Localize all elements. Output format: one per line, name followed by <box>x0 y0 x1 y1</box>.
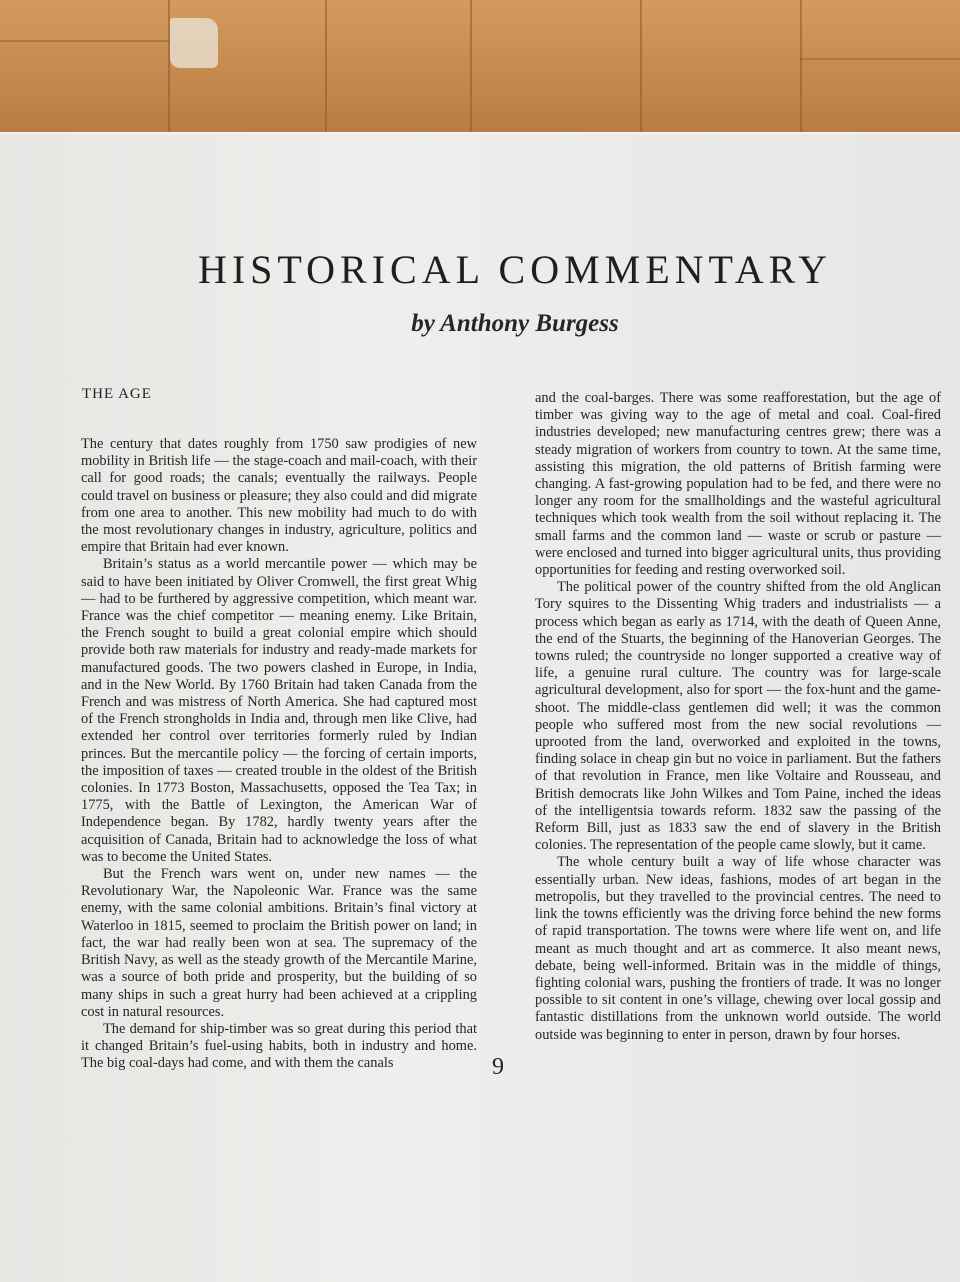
table-plank-seam <box>470 0 472 140</box>
table-plank-seam <box>0 40 170 42</box>
text-column-left <box>81 436 477 1073</box>
paragraph: The demand for ship-timber was so great during this period that it changed Britain’s fuel-using habits, both in industry and home. The big coal-days had come, and with them the canals <box>81 1020 477 1072</box>
text-column-right <box>535 390 941 1044</box>
table-plank-seam <box>640 0 642 140</box>
paragraph: The political power of the country shifted from the old Anglican Tory squires to the Dissenting Whig traders and industrialists — a process which began as early as 1714, with the death of Queen Anne, the end of the Stuarts, the beginning of the Hanoverian Georges. The towns ruled; the countryside no longer supported a creative way of life, a genuine rural culture. The country was for large-scale agricultural development, also for sport — the fox-hunt and the game-shoot. The middle-class gentlemen did well; it was the common people who suffered most from the new social revolutions — uprooted from the land, overworked and exploited in the towns, finding solace in cheap gin but no voice in parliament. But the fathers of that revolution in France, men like Voltaire and Rousseau, and British democrats like John Wilkes and Tom Paine, inched the ideas of the intelligentsia towards reform. 1832 saw the passing of the Reform Bill, just as 1833 saw the end of slavery in the British colonies. The representation of the people came slowly, but it came. <box>535 579 941 854</box>
section-heading: THE AGE <box>82 386 152 402</box>
wooden-table-background <box>0 0 960 140</box>
table-plank-seam <box>800 0 802 140</box>
table-plank-seam <box>800 58 960 60</box>
page-number: 9 <box>492 1054 504 1080</box>
table-wood-chip <box>170 18 218 68</box>
book-page <box>0 132 960 1282</box>
paragraph: But the French wars went on, under new names — the Revolutionary War, the Napoleonic War. France was the same enemy, with the same colonial ambitions. Britain’s final victory at Waterloo in 1815, seemed to proclaim the British power on land; in fact, the war had really been won at sea. The supremacy of the British Navy, as well as the steady growth of the Mercantile Marine, was a source of both pride and prosperity, but the building of so many ships in such a great hurry had been achieved at a crippling cost in natural resources. <box>81 866 477 1020</box>
author-byline: by Anthony Burgess <box>411 310 619 337</box>
paragraph: Britain’s status as a world mercantile power — which may be said to have been initiated by Oliver Cromwell, the first great Whig — had to be furthered by aggressive competition, which meant war. France was the chief competitor — meaning enemy. Like Britain, the French sought to build a great colonial empire which should provide both raw materials for industry and ready-made markets for manufactured goods. The two powers clashed in Europe, in India, and in the New World. By 1760 Britain had taken Canada from the French and was mistress of North America. She had captured most of the French strongholds in India and, through men like Clive, had extended her control over territories formerly ruled by Indian princes. But the mercantile policy — the forcing of certain imports, the imposition of taxes — created trouble in the oldest of the British colonies. In 1773 Boston, Massachusetts, opposed the Tea Tax; in 1775, with the Battle of Lexington, the American War of Independence began. By 1782, hardly twenty years after the acquisition of Canada, Britain had to acknowledge the loss of what was to become the United States. <box>81 556 477 865</box>
page-title: HISTORICAL COMMENTARY <box>197 247 833 292</box>
table-plank-seam <box>325 0 327 140</box>
paragraph: and the coal-barges. There was some reafforestation, but the age of timber was giving way to the age of metal and coal. Coal-fired industries developed; new manufacturing centres grew; there was a steady migration of workers from country to town. At the same time, assisting this migration, the old patterns of British farming were changing. A fast-growing population had to be fed, and there were no longer any room for the smallholdings and the wasteful agricultural techniques which took wealth from the soil without replacing it. The small farms and the common land — waste or scrub or pasture — were enclosed and turned into bigger agricultural units, thus providing opportunities for feeding and resting overworked soil. <box>535 390 941 579</box>
paragraph: The century that dates roughly from 1750 saw prodigies of new mobility in British life — the stage-coach and mail-coach, with their call for good roads; the canals; eventually the railways. People could travel on business or pleasure; they also could and did migrate from one area to another. This new mobility had much to do with the most revolutionary changes in industry, agriculture, politics and empire that Britain had ever known. <box>81 436 477 556</box>
paragraph: The whole century built a way of life whose character was essentially urban. New ideas, fashions, modes of art began in the metropolis, but they travelled to the provincial centres. The need to link the towns efficiently was the driving force behind the new forms of rapid transportation. The towns were where life went on, and life meant as much thought and art as commerce. It also meant news, debate, being well-informed. Britain was in the middle of things, fighting colonial wars, pushing the frontiers of trade. It was no longer possible to sit content in one’s village, chewing over local gossip and fantastic distillations from the unknown world outside. The world outside was beginning to enter in person, drawn by four horses. <box>535 854 941 1043</box>
